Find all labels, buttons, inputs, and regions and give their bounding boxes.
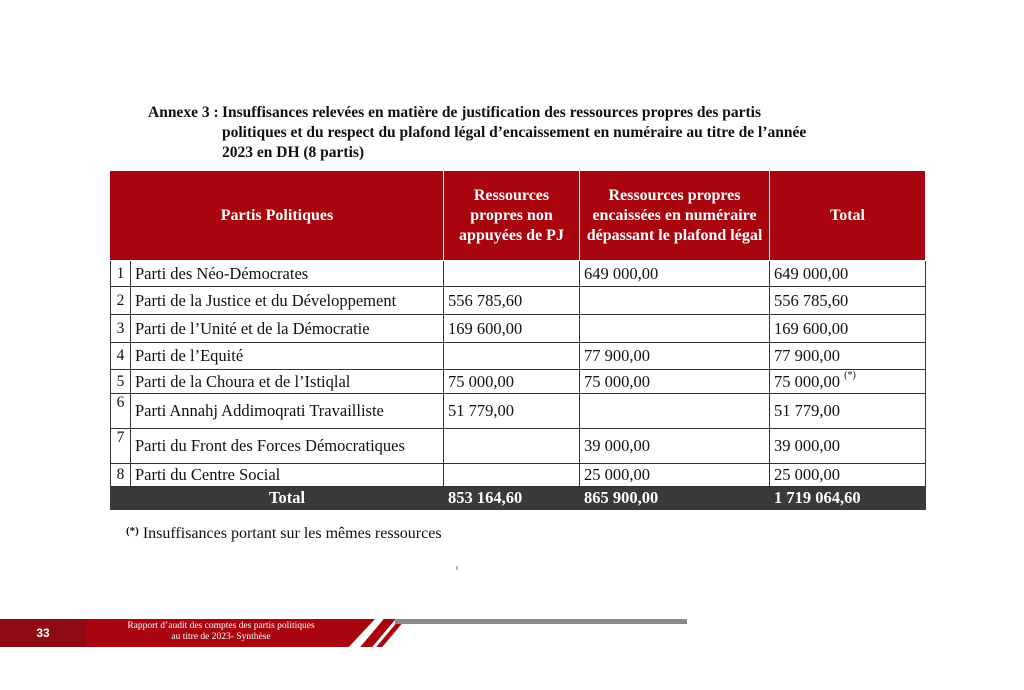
annex-title-line-2: politiques et du respect du plafond légal d’encaissement en numéraire au titre de l’année xyxy=(222,124,807,141)
total-row-spacer xyxy=(111,487,131,510)
cash-value xyxy=(580,315,770,343)
table-row xyxy=(111,287,926,315)
footer-rule xyxy=(395,619,687,624)
party-name: Parti de la Justice et du Développement xyxy=(131,287,444,315)
table-header-row xyxy=(111,171,926,261)
cash-value: 77 900,00 xyxy=(580,343,770,370)
grand-total: 1 719 064,60 xyxy=(770,487,926,510)
total-value: 649 000,00 xyxy=(770,261,926,287)
party-name: Parti des Néo-Démocrates xyxy=(131,261,444,287)
party-name: Parti du Front des Forces Démocratiques xyxy=(131,429,444,464)
party-name: Parti du Centre Social xyxy=(131,464,444,487)
header-total: Total xyxy=(770,171,926,261)
footer-caption xyxy=(96,621,346,643)
party-name: Parti de l’Equité xyxy=(131,343,444,370)
unsupported-value xyxy=(444,261,580,287)
total-value: 77 900,00 xyxy=(770,343,926,370)
total-value xyxy=(770,370,926,394)
table-row xyxy=(111,429,926,464)
cash-value: 649 000,00 xyxy=(580,261,770,287)
row-number: 5 xyxy=(111,370,131,394)
row-number: 1 xyxy=(111,261,131,287)
unsupported-value: 51 779,00 xyxy=(444,394,580,429)
header-party: Partis Politiques xyxy=(111,171,444,261)
row-number: 7 xyxy=(111,429,131,464)
cash-value xyxy=(580,287,770,315)
footnote xyxy=(126,525,442,543)
footer-caption-line-1: Rapport d’audit des comptes des partis politiques xyxy=(127,621,315,631)
annex-title xyxy=(148,103,850,163)
total-value: 51 779,00 xyxy=(770,394,926,429)
footnote-reference: (*) xyxy=(844,369,856,381)
page-number: 33 xyxy=(0,619,86,647)
stray-mark xyxy=(456,566,458,570)
footer-caption-line-2: au titre de 2023- Synthèse xyxy=(171,632,271,642)
annex-title-line-3: 2023 en DH (8 partis) xyxy=(222,144,365,161)
table-row xyxy=(111,370,926,394)
footnote-mark: (*) xyxy=(126,525,139,537)
annex-title-line-1: Insuffisances relevées en matière de justification des ressources propres des partis xyxy=(222,104,762,121)
table-row xyxy=(111,261,926,287)
footnote-text: Insuffisances portant sur les mêmes ressources xyxy=(142,525,442,542)
cash-value: 39 000,00 xyxy=(580,429,770,464)
annex-label: Annexe 3 : xyxy=(148,104,219,121)
total-value: 25 000,00 xyxy=(770,464,926,487)
total-value: 556 785,60 xyxy=(770,287,926,315)
total-row xyxy=(111,487,926,510)
total-unsupported: 853 164,60 xyxy=(444,487,580,510)
cash-value: 75 000,00 xyxy=(580,370,770,394)
party-name: Parti de l’Unité et de la Démocratie xyxy=(131,315,444,343)
cash-value: 25 000,00 xyxy=(580,464,770,487)
row-number: 2 xyxy=(111,287,131,315)
cash-value xyxy=(580,394,770,429)
unsupported-value xyxy=(444,464,580,487)
table-row xyxy=(111,315,926,343)
row-number: 8 xyxy=(111,464,131,487)
total-value: 169 600,00 xyxy=(770,315,926,343)
unsupported-value xyxy=(444,429,580,464)
total-label: Total xyxy=(131,487,444,510)
header-cash-over-ceiling: Ressources propres encaissées en numéraire dépassant le plafond légal xyxy=(580,171,770,261)
unsupported-value: 556 785,60 xyxy=(444,287,580,315)
total-value: 39 000,00 xyxy=(770,429,926,464)
header-unsupported-resources: Ressources propres non appuyées de PJ xyxy=(444,171,580,261)
parties-table xyxy=(110,170,926,510)
table-row xyxy=(111,464,926,487)
total-value-text: 75 000,00 xyxy=(774,371,840,391)
row-number: 6 xyxy=(111,394,131,429)
unsupported-value: 75 000,00 xyxy=(444,370,580,394)
unsupported-value xyxy=(444,343,580,370)
total-cash: 865 900,00 xyxy=(580,487,770,510)
table-row xyxy=(111,343,926,370)
row-number: 3 xyxy=(111,315,131,343)
party-name: Parti Annahj Addimoqrati Travailliste xyxy=(131,394,444,429)
table-row xyxy=(111,394,926,429)
unsupported-value: 169 600,00 xyxy=(444,315,580,343)
party-name: Parti de la Choura et de l’Istiqlal xyxy=(131,370,444,394)
row-number: 4 xyxy=(111,343,131,370)
